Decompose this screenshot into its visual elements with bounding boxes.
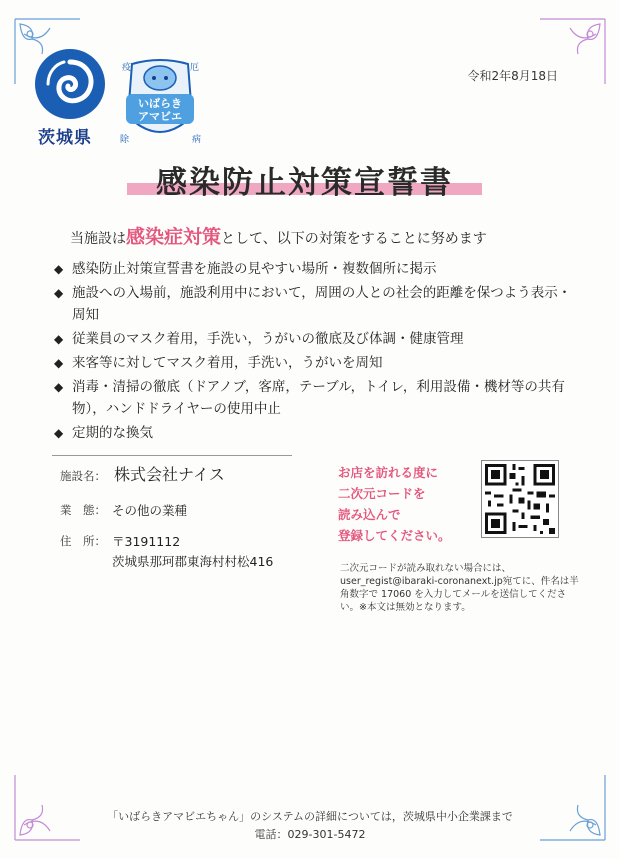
intro-highlight: 感染症対策 — [126, 226, 222, 248]
footer-phone: 電話：029-301-5472 — [254, 828, 366, 841]
diamond-bullet-icon: ◆ — [54, 426, 64, 440]
measure-item — [52, 422, 572, 444]
measure-text: 定期的な換気 — [72, 425, 153, 441]
cta-line: 読み込んで — [338, 507, 401, 522]
amabie-emblem-icon — [112, 56, 208, 152]
measure-item — [52, 258, 572, 280]
title-block — [127, 157, 482, 201]
cta-line: お店を訪れる度に — [338, 465, 439, 480]
measure-text: 来客等に対してマスク着用，手洗い，うがいを周知 — [72, 355, 383, 371]
measure-text: 感染防止対策宣誓書を施設の見やすい場所・複数個所に掲示 — [72, 261, 437, 277]
amabie-char-3: 除 — [120, 135, 130, 145]
issue-date: 令和2年8月18日 — [467, 69, 558, 83]
business-type: その他の業種 — [112, 503, 188, 518]
address: 茨城県那珂郡東海村村松416 — [112, 554, 274, 569]
measure-item — [52, 282, 572, 326]
intro-after: として、以下の対策をすることに努めます — [221, 231, 487, 247]
footer-note: 「いばらきアマビエちゃん」のシステムの詳細については，茨城県中小企業課まで — [107, 810, 513, 823]
intro-before: 当施設は — [70, 231, 126, 247]
measures-list — [52, 258, 572, 446]
amabie-char-2: 厄 — [190, 63, 200, 73]
page-title: 感染防止対策宣誓書 — [156, 165, 453, 201]
measure-item — [52, 352, 572, 374]
qr-code-icon[interactable] — [481, 460, 559, 538]
cta-line: 二次元コードを — [338, 486, 426, 501]
diamond-bullet-icon: ◆ — [54, 286, 64, 300]
measure-text: 従業員のマスク着用，手洗い，うがいの徹底及び体調・健康管理 — [72, 331, 464, 347]
measure-text: 施設への入場前，施設利用中において，周囲の人との社会的距離を保つよう表示・周知 — [72, 285, 572, 323]
amabie-label-1: いばらき — [138, 97, 182, 110]
measure-text: 消毒・清掃の徹底（ドアノブ，客席，テーブル，トイレ，利用設備・機材等の共有物），ハンドドライヤーの使用中止 — [72, 379, 565, 417]
diamond-bullet-icon: ◆ — [54, 262, 64, 276]
qr-call-to-action — [338, 462, 451, 546]
diamond-bullet-icon: ◆ — [54, 380, 64, 394]
cta-line: 登録してください。 — [338, 528, 451, 543]
prefecture-logo-icon — [34, 48, 106, 120]
diamond-bullet-icon: ◆ — [54, 356, 64, 370]
measure-item — [52, 376, 572, 420]
intro-sentence — [70, 222, 487, 249]
amabie-char-1: 疫 — [122, 63, 132, 73]
facility-name-label: 施設名： — [60, 469, 106, 483]
postal-code: 〒3191112 — [112, 534, 181, 549]
business-type-label: 業 態： — [60, 503, 106, 517]
amabie-label-2: アマビエ — [138, 110, 182, 123]
measure-item — [52, 328, 572, 350]
qr-fallback-instructions: 二次元コードが読み取れない場合には、user_regist@ibaraki-coronanext.jp宛てに、件名は半角数字で 17060 を入力してメールを送信してください。※本文は無効となります。 — [340, 563, 579, 613]
address-label: 住 所： — [60, 534, 106, 548]
facility-name: 株式会社ナイス — [114, 465, 225, 484]
diamond-bullet-icon: ◆ — [54, 332, 64, 346]
facility-divider — [52, 455, 292, 456]
amabie-char-4: 病 — [192, 135, 202, 145]
prefecture-name: 茨城県 — [38, 128, 92, 148]
